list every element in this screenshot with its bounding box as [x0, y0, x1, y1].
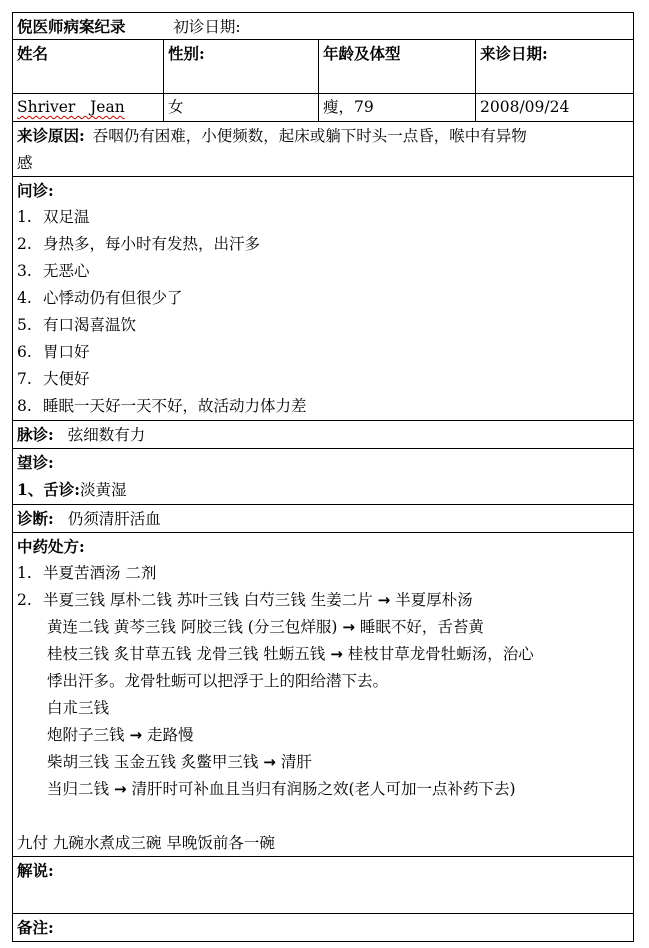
patient-name: Shriver Jean	[13, 94, 164, 121]
reason-text-cont: 感	[17, 154, 33, 172]
info-value-row	[12, 94, 634, 122]
list-item: 白朮三钱	[47, 699, 110, 717]
dosage-instructions: 九付 九碗水煮成三碗 早晚饭前各一碗	[17, 834, 275, 852]
inquiry-label: 问诊:	[17, 181, 54, 200]
prescription-section	[12, 533, 634, 857]
right-arrow-icon: →	[330, 645, 343, 663]
visit-date: 2008/09/24	[480, 98, 570, 116]
age-build-header: 年龄及体型	[319, 40, 476, 93]
pulse-text: 弦细数有力	[67, 426, 146, 444]
name-header: 姓名	[13, 40, 164, 93]
right-arrow-icon: →	[342, 618, 355, 636]
list-item: 1. 双足温	[17, 208, 90, 226]
inquiry-list	[17, 204, 629, 420]
list-item: 5. 有口渴喜温饮	[17, 316, 137, 334]
list-item: 7. 大便好	[17, 370, 90, 388]
tongue-text: 淡黄湿	[80, 481, 127, 499]
list-item: 柴胡三钱 玉金五钱 炙鳖甲三钱 → 清肝	[47, 753, 312, 771]
inquiry-section	[12, 177, 634, 421]
diagnosis-text: 仍须清肝活血	[67, 510, 161, 528]
record-title: 倪医师病案纪录	[17, 17, 126, 36]
list-item: 2. 身热多，每小时有发热，出汗多	[17, 235, 261, 253]
gender-header: 性别:	[164, 40, 319, 93]
medical-record	[12, 12, 634, 942]
list-item: 3. 无恶心	[17, 262, 90, 280]
list-item: 8. 睡眠一天好一天不好，故活动力体力差	[17, 397, 307, 415]
right-arrow-icon: →	[263, 753, 276, 771]
reason-text: 吞咽仍有困难，小便频数，起床或躺下时头一点昏，喉中有异物	[92, 127, 527, 145]
list-item: 炮附子三钱 → 走路慢	[47, 726, 194, 744]
list-item: 1. 半夏苦酒汤 二剂	[17, 564, 157, 582]
list-item: 当归二钱 → 清肝时可补血且当归有润肠之效(老人可加一点补药下去)	[47, 780, 516, 798]
info-header-row	[12, 40, 634, 94]
tongue-label: 1、舌诊:	[17, 480, 81, 499]
list-item: 4. 心悸动仍有但很少了	[17, 289, 183, 307]
list-item: 2. 半夏三钱 厚朴二钱 苏叶三钱 白芍三钱 生姜二片 → 半夏厚朴汤	[17, 591, 473, 609]
patient-gender: 女	[164, 94, 319, 121]
prescription-label: 中药处方:	[17, 537, 85, 556]
right-arrow-icon: →	[377, 591, 391, 609]
patient-age-build: 瘦，79	[319, 94, 476, 121]
diagnosis-section	[12, 505, 634, 533]
list-item: 6. 胃口好	[17, 343, 90, 361]
list-item: 黄连二钱 黄芩三钱 阿胶三钱 (分三包烊服) → 睡眠不好，舌苔黄	[47, 618, 484, 636]
observation-label: 望诊:	[17, 453, 54, 472]
notes-section	[12, 914, 634, 942]
right-arrow-icon: →	[129, 726, 143, 744]
explanation-label: 解说:	[17, 861, 54, 880]
diagnosis-label: 诊断:	[17, 509, 54, 528]
list-item: 桂枝三钱 炙甘草五钱 龙骨三钱 牡蛎五钱 → 桂枝甘草龙骨牡蛎汤，治心	[47, 645, 534, 663]
pulse-section	[12, 421, 634, 449]
pulse-label: 脉诊:	[17, 425, 54, 444]
list-item: 悸出汗多。龙骨牡蛎可以把浮于上的阳给潜下去。	[47, 672, 389, 690]
visit-date-header: 来诊日期:	[480, 44, 548, 63]
reason-label: 来诊原因:	[17, 126, 85, 145]
reason-section	[12, 122, 634, 177]
explanation-section	[12, 857, 634, 914]
title-row	[12, 12, 634, 40]
right-arrow-icon: →	[113, 780, 127, 798]
first-visit-date-label: 初诊日期:	[173, 18, 241, 36]
notes-label: 备注:	[17, 918, 54, 937]
observation-section	[12, 449, 634, 505]
